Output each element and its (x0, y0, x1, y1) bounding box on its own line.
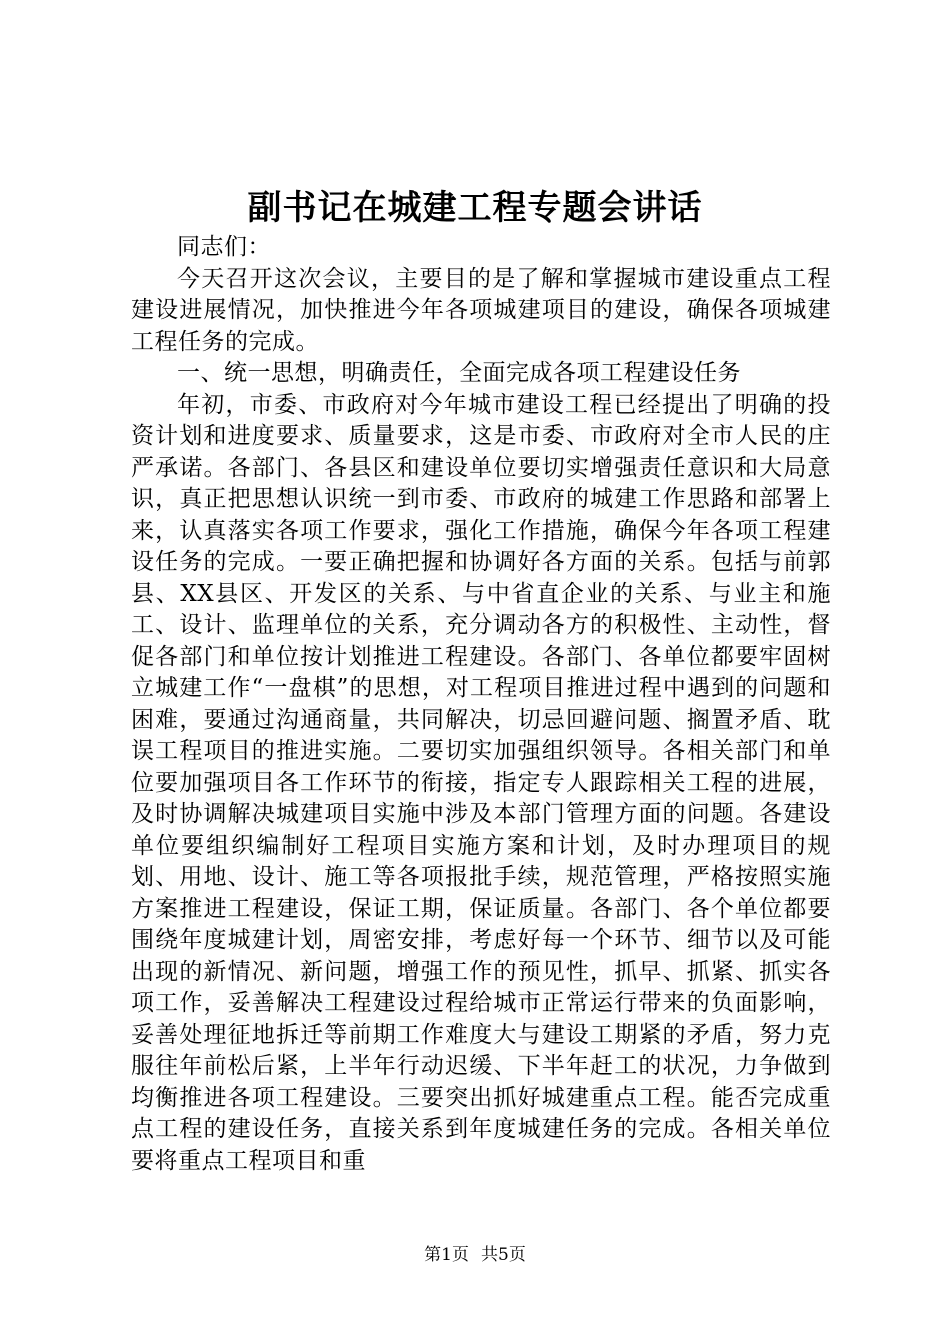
page-number: 第1页 (424, 1245, 469, 1265)
page-total: 共5页 (481, 1245, 526, 1265)
page-footer (0, 1243, 950, 1267)
intro-paragraph: 今天召开这次会议，主要目的是了解和掌握城市建设重点工程建设进展情况，加快推进今年各项城建项目的建设，确保各项城建工程任务的完成。 (131, 265, 831, 355)
salutation-paragraph: 同志们： (177, 234, 271, 260)
document-body (131, 232, 831, 1177)
document-title: 副书记在城建工程专题会讲话 (247, 188, 703, 228)
section-heading: 一、统一思想，明确责任，全面完成各项工程建设任务 (177, 360, 741, 386)
body-paragraph: 年初，市委、市政府对今年城市建设工程已经提出了明确的投资计划和进度要求、质量要求，这是市委、市政府对全市人民的庄严承诺。各部门、各县区和建设单位要切实增强责任意识和大局意识，真正把思想认识统一到市委、市政府的城建工作思路和部署上来，认真落实各项工作要求，强化工作措施，确保今年各项工程建设任务的完成。一要正确把握和协调好各方面的关系。包括与前郭县、XX县区、开发区的关系、与中省直企业的关系、与业主和施工、设计、监理单位的关系，充分调动各方的积极性、主动性，督促各部门和单位按计划推进工程建设。各部门、各单位都要牢固树立城建工作“一盘棋”的思想，对工程项目推进过程中遇到的问题和困难，要通过沟通商量，共同解决，切忌回避问题、搁置矛盾、耽误工程项目的推进实施。二要切实加强组织领导。各相关部门和单位要加强项目各工作环节的衔接，指定专人跟踪相关工程的进展，及时协调解决城建项目实施中涉及本部门管理方面的问题。各建设单位要组织编制好工程项目实施方案和计划，及时办理项目的规划、用地、设计、施工等各项报批手续，规范管理，严格按照实施方案推进工程建设，保证工期，保证质量。各部门、各个单位都要围绕年度城建计划，周密安排，考虑好每一个环节、细节以及可能出现的新情况、新问题，增强工作的预见性，抓早、抓紧、抓实各项工作，妥善解决工程建设过程给城市正常运行带来的负面影响，妥善处理征地拆迁等前期工作难度大与建设工期紧的矛盾，努力克服往年前松后紧，上半年行动迟缓、下半年赶工的状况，力争做到均衡推进各项工程建设。三要突出抓好城建重点工程。能否完成重点工程的建设任务，直接关系到年度城建任务的完成。各相关单位要将重点工程项目和重 (131, 391, 831, 1174)
